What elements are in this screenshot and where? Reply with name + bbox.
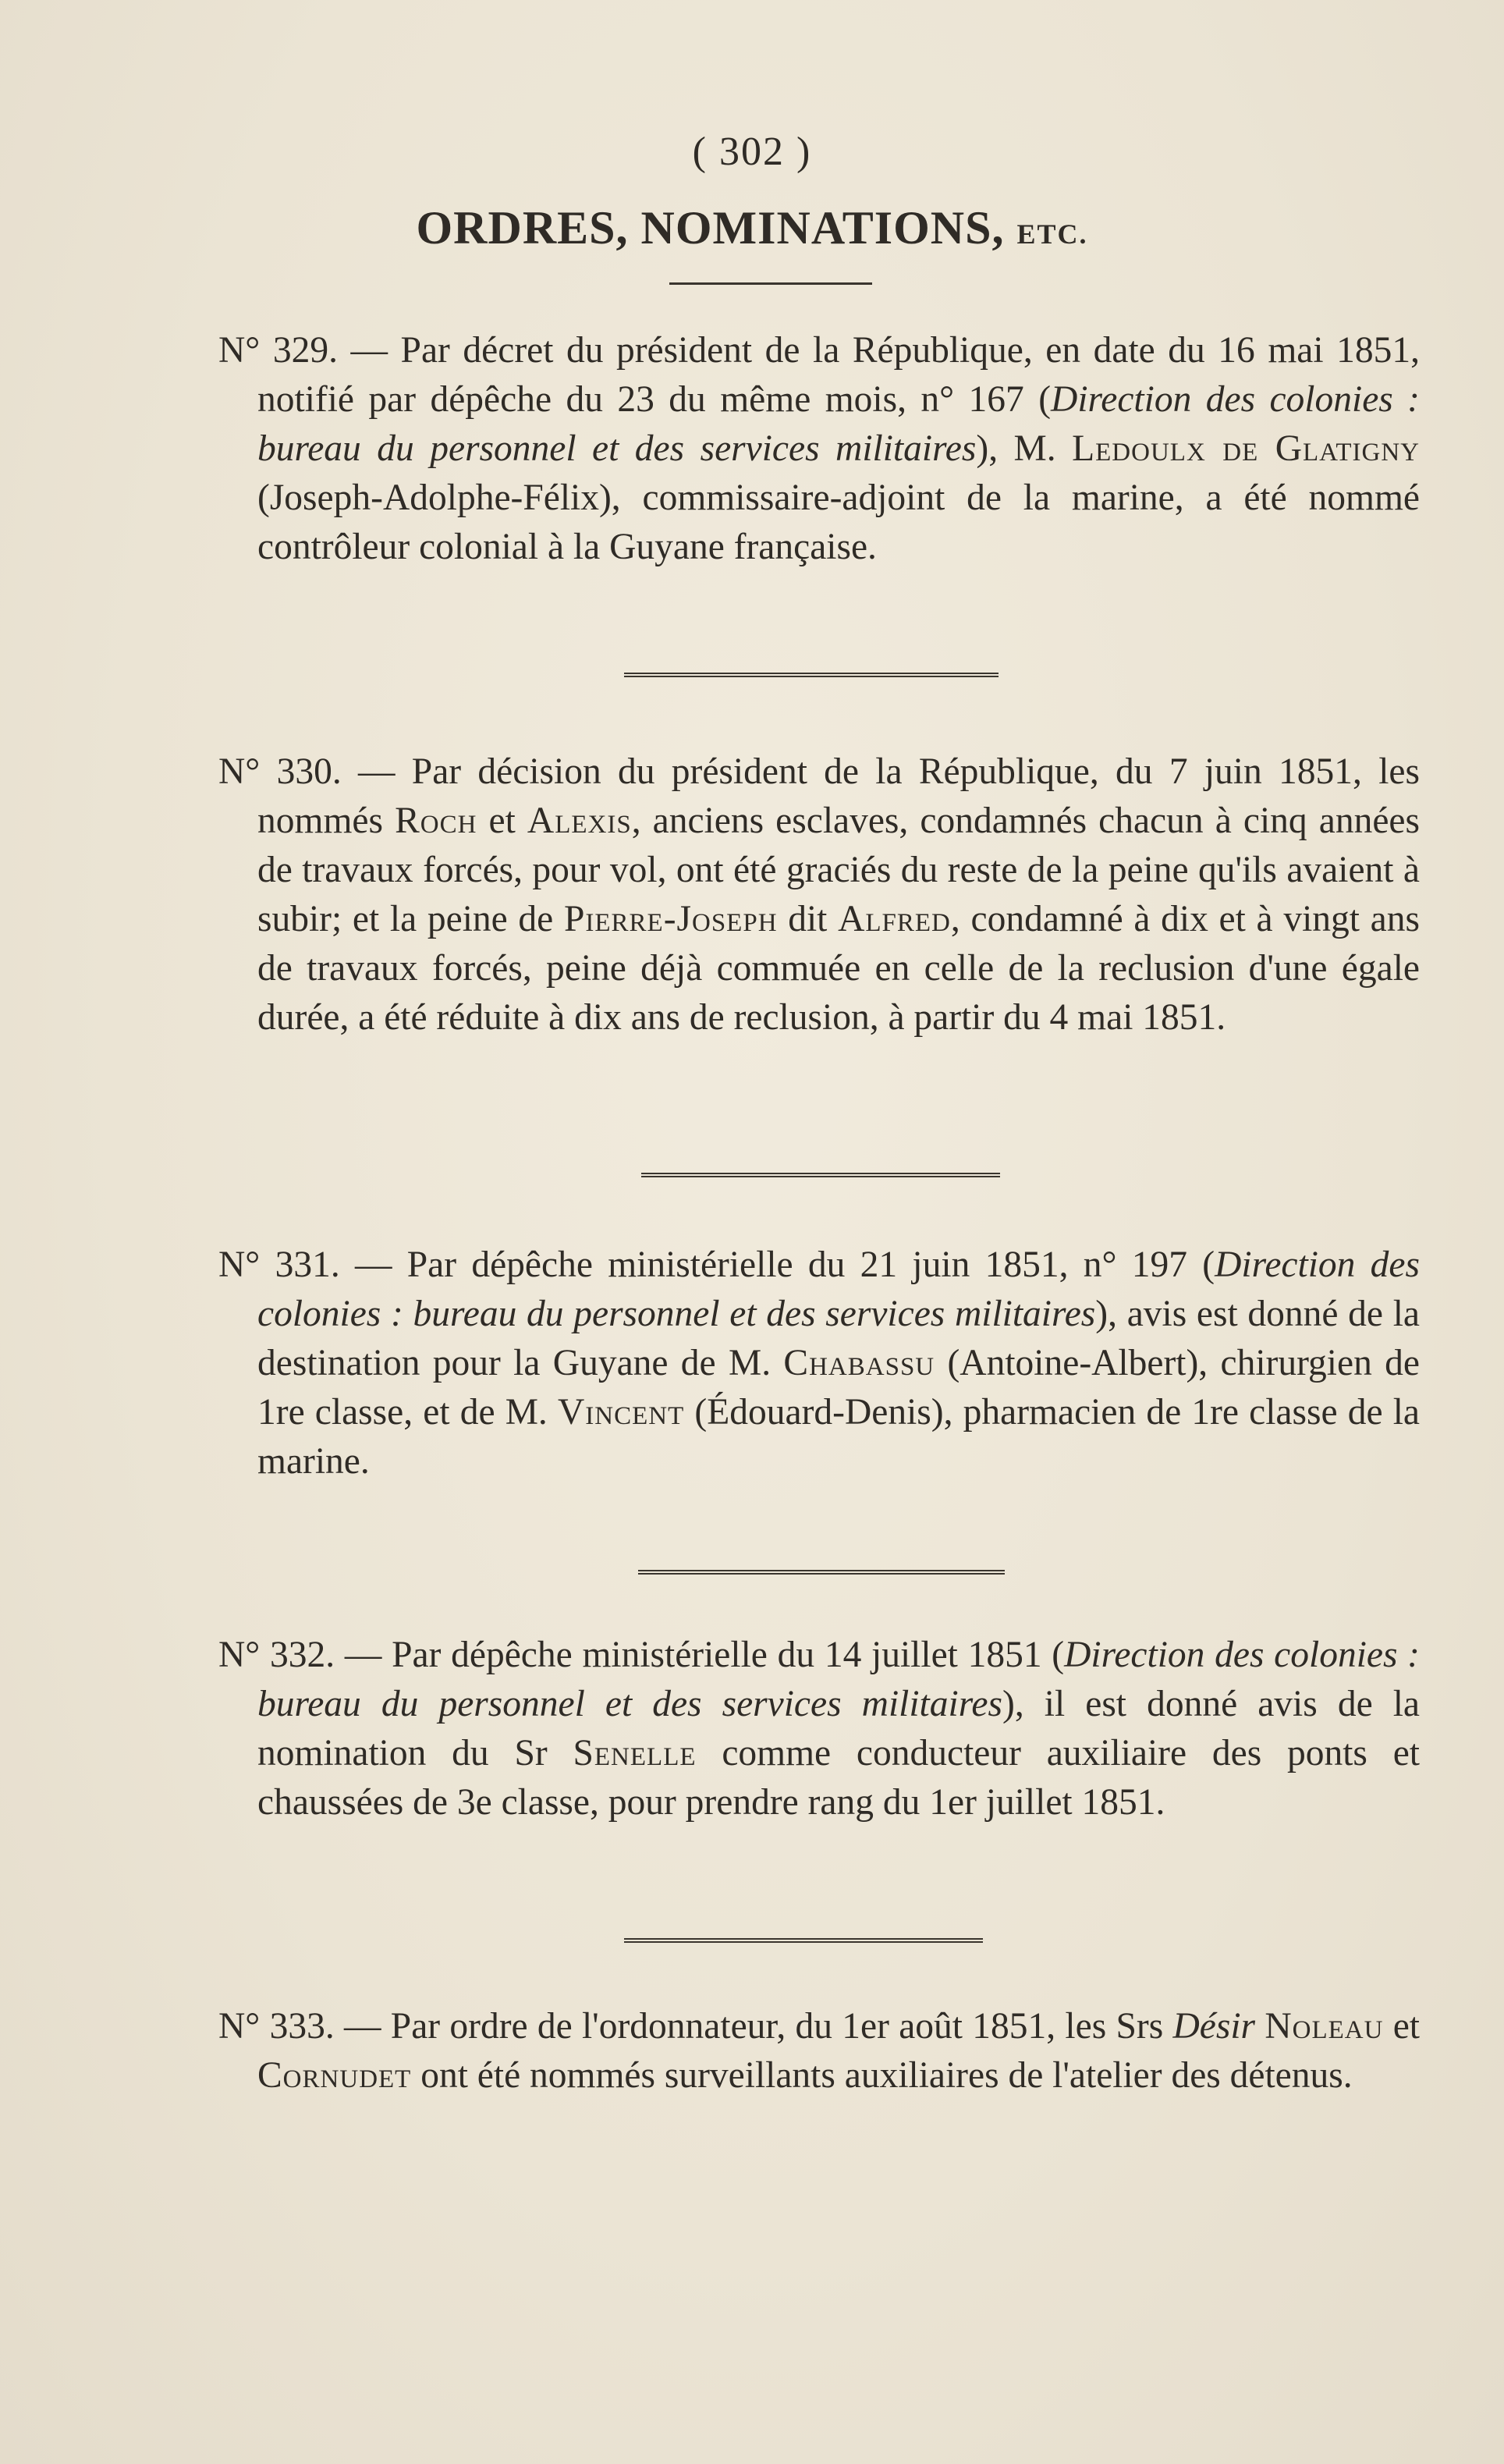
section-heading <box>0 201 1504 255</box>
separator-rule <box>641 1173 1000 1177</box>
entry-text-segment: — Par décret du président de la République, en date du 16 mai 1851, notifié par dépêche du 23 du même mois, n° 167 ( <box>257 330 1420 420</box>
entry-text-segment: , condamné à dix et à vingt ans de travaux forcés, peine déjà commuée en celle de la reclusion d'une égale durée, a été réduite à dix ans de reclusion, à partir du 4 mai 1851. <box>257 899 1420 1038</box>
entry-text-segment: , anciens esclaves, condamnés chacun à cinq années de travaux forcés, pour vol, ont été graciés du reste de la peine qu'ils avaient à subir; et la peine de <box>257 801 1421 939</box>
entry-text <box>218 2002 1420 2100</box>
entry-text-segment: ), il est donné avis de la nomination du Sr <box>257 1684 1420 1773</box>
entry-text-segment: ), M. <box>976 428 1073 469</box>
heading-etc: ETC. <box>1016 218 1088 250</box>
entry-number: N° 332. <box>218 1635 335 1675</box>
entry-number: N° 333. <box>218 2006 335 2047</box>
italic-text: Direction des colonies : bureau du personnel et des services militaires <box>257 379 1420 469</box>
entry-number: N° 329. <box>218 330 338 371</box>
heading-rule <box>669 282 872 285</box>
page-number: ( 302 ) <box>692 130 812 174</box>
person-name: Ledoulx de Glatigny <box>1072 428 1420 469</box>
entry-text <box>218 1241 1420 1486</box>
entry-text-segment: — Par dépêche ministérielle du 14 juillet 1851 ( <box>335 1635 1065 1675</box>
entry-text-segment: — Par ordre de l'ordonnateur, du 1er août 1851, les Srs <box>334 2006 1173 2047</box>
entry-330 <box>218 747 1420 1042</box>
separator-rule <box>624 1938 983 1943</box>
entry-number: N° 331. <box>218 1244 340 1285</box>
italic-text: Direction des colonies : bureau du personnel et des services militaires <box>257 1635 1421 1724</box>
entry-329 <box>218 326 1420 572</box>
italic-text: Direction des colonies : bureau du personnel et des services militaires <box>257 1244 1420 1334</box>
person-name: Pierre-Joseph <box>563 899 778 939</box>
entry-332 <box>218 1631 1420 1827</box>
separator-rule <box>624 673 999 677</box>
person-name: Roch <box>395 801 477 841</box>
entry-333 <box>218 2002 1420 2100</box>
entry-text-segment: et <box>477 801 527 841</box>
entry-text-segment <box>1255 2006 1265 2047</box>
person-name: Chabassu <box>783 1343 935 1383</box>
heading-main: ORDRES, NOMINATIONS, <box>416 202 1005 254</box>
person-name: Senelle <box>573 1733 697 1773</box>
person-name: Cornudet <box>257 2055 412 2096</box>
entry-text <box>218 747 1420 1042</box>
entry-text-segment: (Antoine-Albert), chirurgien de 1re classe, et de M. <box>257 1343 1420 1433</box>
entry-text <box>218 1631 1420 1827</box>
entry-text-segment: ), avis est donné de la destination pour la Guyane de M. <box>257 1294 1420 1383</box>
italic-text: Désir <box>1172 2006 1256 2047</box>
entry-text-segment: dit <box>777 899 839 939</box>
entry-text-segment: — Par décision du président de la République, du 7 juin 1851, les nommés <box>257 751 1420 841</box>
entry-text-segment: ont été nommés surveillants auxiliaires de l'atelier des détenus. <box>411 2055 1353 2096</box>
entry-text-segment: et <box>1383 2006 1420 2047</box>
entry-number: N° 330. <box>218 751 342 792</box>
person-name: Alexis <box>527 801 632 841</box>
person-name: Noleau <box>1265 2006 1384 2047</box>
entry-text-segment: — Par dépêche ministérielle du 21 juin 1851, n° 197 ( <box>339 1244 1215 1285</box>
separator-rule <box>638 1570 1005 1575</box>
entry-text-segment: (Édouard-Denis), pharmacien de 1re classe de la marine. <box>257 1392 1420 1482</box>
entry-text-segment: comme conducteur auxiliaire des ponts et chaussées de 3e classe, pour prendre rang du 1er juillet 1851. <box>257 1733 1420 1823</box>
entry-331 <box>218 1241 1420 1486</box>
person-name: Alfred <box>838 899 951 939</box>
entry-text <box>218 326 1420 572</box>
person-name: Vincent <box>557 1392 685 1433</box>
entry-text-segment: (Joseph-Adolphe-Félix), commissaire-adjoint de la marine, a été nommé contrôleur colonial à la Guyane française. <box>257 478 1420 567</box>
